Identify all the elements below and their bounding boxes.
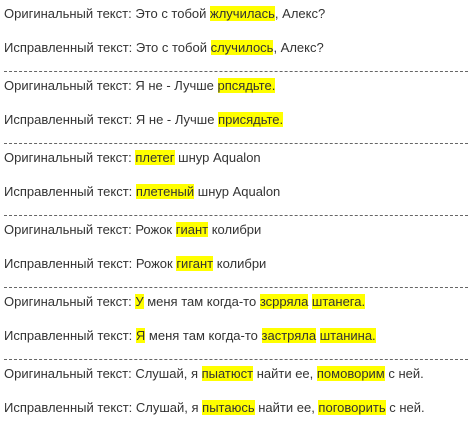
correction-pair: [4, 288, 468, 360]
original-text-line: [4, 291, 468, 325]
text-segment: меня там когда-то: [145, 328, 262, 343]
highlighted-word: застряла: [261, 328, 317, 343]
original-text-line: [4, 147, 468, 181]
highlighted-word: зсрряла: [259, 294, 309, 309]
highlighted-word: штанега.: [311, 294, 366, 309]
highlighted-word: плетег: [135, 150, 175, 165]
highlighted-word: жлучилась: [210, 6, 275, 21]
text-segment: Исправленный текст: Это с тобой: [4, 40, 211, 55]
text-segment: найти ее,: [253, 366, 317, 381]
text-segment: меня там когда-то: [143, 294, 260, 309]
text-segment: Оригинальный текст:: [4, 150, 136, 165]
text-segment: , Алекс?: [274, 6, 326, 21]
text-segment: с ней.: [384, 366, 424, 381]
correction-pair: [4, 0, 468, 72]
highlighted-word: пытаюсь: [202, 400, 255, 415]
text-segment: Исправленный текст: Слушай, я: [4, 400, 203, 415]
correction-pair: [4, 72, 468, 144]
text-segment: Оригинальный текст: Слушай, я: [4, 366, 202, 381]
original-text-line: [4, 363, 468, 397]
text-segment: Исправленный текст:: [4, 328, 136, 343]
highlighted-word: У: [135, 294, 144, 309]
text-segment: шнур Aqualon: [174, 150, 261, 165]
corrected-text-line: [4, 397, 468, 427]
text-segment: Оригинальный текст: Рожок: [4, 222, 176, 237]
highlighted-word: присядьте.: [218, 112, 284, 127]
highlighted-word: рпсядьте.: [217, 78, 276, 93]
highlighted-word: пыатюст: [201, 366, 254, 381]
highlighted-word: гиант: [175, 222, 209, 237]
highlighted-word: плетеный: [135, 184, 195, 199]
original-text-line: [4, 219, 468, 253]
text-segment: Исправленный текст: Рожок: [4, 256, 177, 271]
original-text-line: [4, 75, 468, 109]
text-segment: найти ее,: [254, 400, 319, 415]
corrected-text-line: [4, 325, 468, 355]
corrected-text-line: [4, 37, 468, 67]
highlighted-word: случилось: [210, 40, 274, 55]
corrected-text-line: [4, 253, 468, 283]
highlighted-word: гигант: [176, 256, 214, 271]
highlighted-word: поговорить: [318, 400, 386, 415]
corrected-text-line: [4, 181, 468, 211]
corrected-text-line: [4, 109, 468, 139]
text-segment: Исправленный текст: Я не - Лучше: [4, 112, 219, 127]
text-segment: Оригинальный текст:: [4, 294, 136, 309]
highlighted-word: штанина.: [319, 328, 376, 343]
text-segment: Оригинальный текст: Я не - Лучше: [4, 78, 218, 93]
text-segment: шнур Aqualon: [194, 184, 281, 199]
original-text-line: [4, 3, 468, 37]
text-segment: Оригинальный текст: Это с тобой: [4, 6, 211, 21]
highlighted-word: помоворим: [316, 366, 385, 381]
correction-pair: [4, 144, 468, 216]
correction-pair: [4, 360, 468, 431]
text-segment: , Алекс?: [273, 40, 324, 55]
text-segment: с ней.: [385, 400, 425, 415]
highlighted-word: Я: [135, 328, 146, 343]
text-segment: колибри: [213, 256, 267, 271]
text-segment: колибри: [208, 222, 262, 237]
correction-pair: [4, 216, 468, 288]
text-segment: Исправленный текст:: [4, 184, 136, 199]
